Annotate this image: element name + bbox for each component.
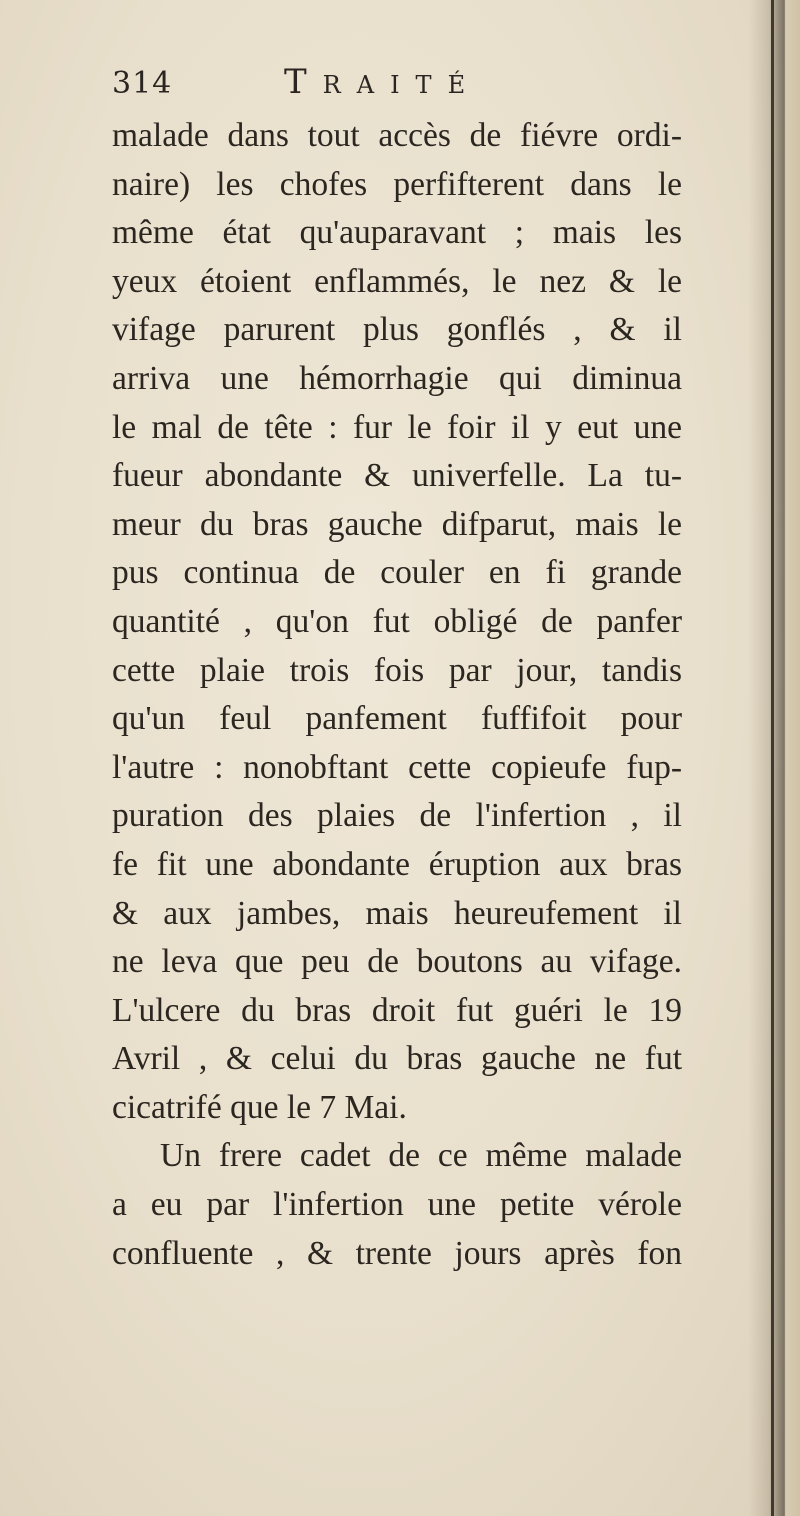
page-header <box>112 58 692 108</box>
text-line: meur du bras gauche difparut, mais le <box>112 505 682 543</box>
text-line: yeux étoient enflammés, le nez & le <box>112 262 682 300</box>
text-line: qu'un feul panfement fuffifoit pour <box>112 700 682 738</box>
text-line: fe fit une abondante éruption aux bras <box>112 845 682 883</box>
text-line: L'ulcere du bras droit fut guéri le 19 <box>112 991 682 1029</box>
text-line: fueur abondante & univerfelle. La tu- <box>112 457 682 495</box>
text-line: même état qu'auparavant ; mais les <box>112 214 682 252</box>
text-line: Avril , & celui du bras gauche ne fut <box>112 1040 682 1078</box>
text-line: ne leva que peu de boutons au vifage. <box>112 943 682 981</box>
text-line: Un frere cadet de ce même malade <box>160 1137 682 1175</box>
body-text <box>112 112 682 1278</box>
page-edge-line <box>771 0 774 1516</box>
text-line: arriva une hémorrhagie qui diminua <box>112 359 682 397</box>
text-line: cicatrifé que le 7 Mai. <box>112 1088 407 1126</box>
text-line: confluente , & trente jours après fon <box>112 1234 682 1272</box>
text-line: pus continua de couler en fi grande <box>112 554 682 592</box>
text-line: a eu par l'infertion une petite vérole <box>112 1186 682 1224</box>
page-number: 314 <box>112 66 173 101</box>
text-line: naire) les chofes perfifterent dans le <box>112 165 682 203</box>
text-line: vifage parurent plus gonflés , & il <box>112 311 682 349</box>
binding-edge <box>748 0 800 1516</box>
text-line: le mal de tête : fur le foir il y eut une <box>112 408 682 446</box>
text-line: & aux jambes, mais heureufement il <box>112 894 682 932</box>
text-line: puration des plaies de l'infertion , il <box>112 797 682 835</box>
running-title: Traité <box>284 62 482 102</box>
text-line: malade dans tout accès de fiévre ordi- <box>112 117 682 154</box>
text-line: l'autre : nonobftant cette copieufe fup- <box>112 748 682 786</box>
text-line: quantité , qu'on fut obligé de panfer <box>112 602 682 640</box>
text-line: cette plaie trois fois par jour, tandis <box>112 651 682 689</box>
